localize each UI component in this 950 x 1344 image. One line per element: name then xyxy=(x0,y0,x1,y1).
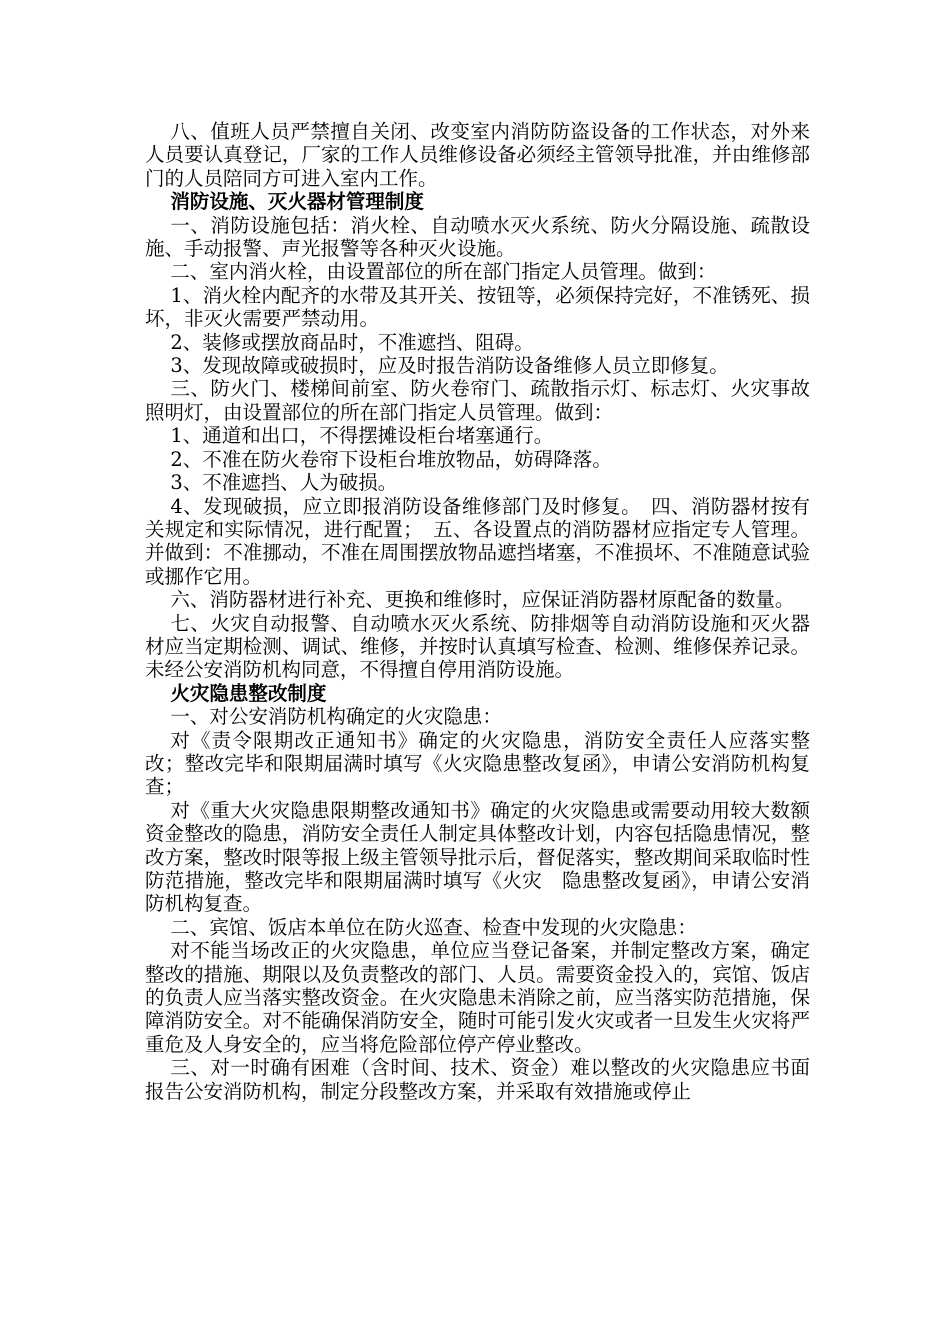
paragraph-hydrant-item-3: 3、发现故障或破损时，应及时报告消防设备维修人员立即修复。 xyxy=(170,354,729,378)
paragraph-hydrant-item-2: 2、装修或摆放商品时，不准遮挡、阻碍。 xyxy=(170,330,534,354)
paragraph-hydrant-management: 二、室内消火栓，由设置部位的所在部门指定人员管理。做到： xyxy=(170,260,717,284)
paragraph-duty-staff: 八、值班人员严禁擅自关闭、改变室内消防防盗设备的工作状态，对外来人员要认真登记，厂家的工作人员维修设备必须经主管领导批准，并由维修部门的人员陪同方可进入室内工作。 xyxy=(145,120,810,190)
paragraph-fire-door-item-1: 1、通道和出口，不得摆摊设柜台堵塞通行。 xyxy=(170,424,554,448)
paragraph-fire-door-item-2: 2、不准在防火卷帘下设柜台堆放物品，妨碍降落。 xyxy=(170,447,612,471)
paragraph-fire-door-management: 三、防火门、楼梯间前室、防火卷帘门、疏散指示灯、标志灯、火灾事故照明灯，由设置部位的所在部门指定人员管理。做到： xyxy=(145,377,810,424)
paragraph-facilities-list: 一、消防设施包括：消火栓、自动喷水灭火系统、防火分隔设施、疏散设施、手动报警、声光报警等各种灭火设施。 xyxy=(145,213,810,261)
paragraph-hotel-inspection: 二、宾馆、饭店本单位在防火巡查、检查中发现的火灾隐患： xyxy=(170,915,697,939)
section-heading-fire-facilities: 消防设施、灭火器材管理制度 xyxy=(170,190,424,214)
document-page xyxy=(145,120,810,1103)
paragraph-hazard-police: 一、对公安消防机构确定的火灾隐患： xyxy=(170,705,502,729)
paragraph-equipment-replenish: 六、消防器材进行补充、更换和维修时，应保证消防器材原配备的数量。 xyxy=(170,588,795,612)
paragraph-hydrant-item-1: 1、消火栓内配齐的水带及其开关、按钮等，必须保持完好，不准锈死、损坏，非灭火需要严禁动用。 xyxy=(145,283,810,331)
paragraph-fire-door-item-3: 3、不准遮挡、人为破损。 xyxy=(170,471,398,495)
paragraph-correction-notice: 对《责令限期改正通知书》确定的火灾隐患，消防安全责任人应落实整改；整改完毕和限期届满时填写《火灾隐患整改复函》，申请公安消防机构复查； xyxy=(145,728,810,799)
paragraph-rectification-plan: 对不能当场改正的火灾隐患，单位应当登记备案，并制定整改方案，确定整改的措施、期限以及负责整改的部门、人员。需要资金投入的，宾馆、饭店的负责人应当落实整改资金。在火灾隐患未消除之前，应当落实防范措施，保障消防安全。对不能确保消防安全，随时可能引发火灾或者一旦发生火灾将严重危及人身安全的，应当将危险部位停产停业整改。 xyxy=(145,939,810,1056)
paragraph-difficult-hazards: 三、对一时确有困难（含时间、技术、资金）难以整改的火灾隐患应书面报告公安消防机构，制定分段整改方案，并采取有效措施或停止 xyxy=(145,1056,810,1103)
paragraph-fire-door-item-4: 4、发现破损，应立即报消防设备维修部门及时修复。 四、消防器材按有关规定和实际情况，进行配置； 五、各设置点的消防器材应指定专人管理。并做到：不准挪动，不准在周围摆放物品遮挡堵塞，不准损坏、不准随意试验或挪作它用。 xyxy=(145,494,810,588)
paragraph-auto-facilities: 七、火灾自动报警、自动喷水灭火系统、防排烟等自动消防设施和灭火器材应当定期检测、调试、维修，并按时认真填写检查、检测、维修保养记录。未经公安消防机构同意，不得擅自停用消防设施。 xyxy=(145,611,810,682)
section-heading-hazard-rectification: 火灾隐患整改制度 xyxy=(170,681,327,705)
paragraph-major-hazard-notice: 对《重大火灾隐患限期整改通知书》确定的火灾隐患或需要动用较大数额资金整改的隐患，消防安全责任人制定具体整改计划，内容包括隐患情况，整改方案，整改时限等报上级主管领导批示后，督促落实，整改期间采取临时性防范措施，整改完毕和限期届满时填写《火灾 隐患整改复函》，申请公安消防机构复查。 xyxy=(145,798,810,916)
